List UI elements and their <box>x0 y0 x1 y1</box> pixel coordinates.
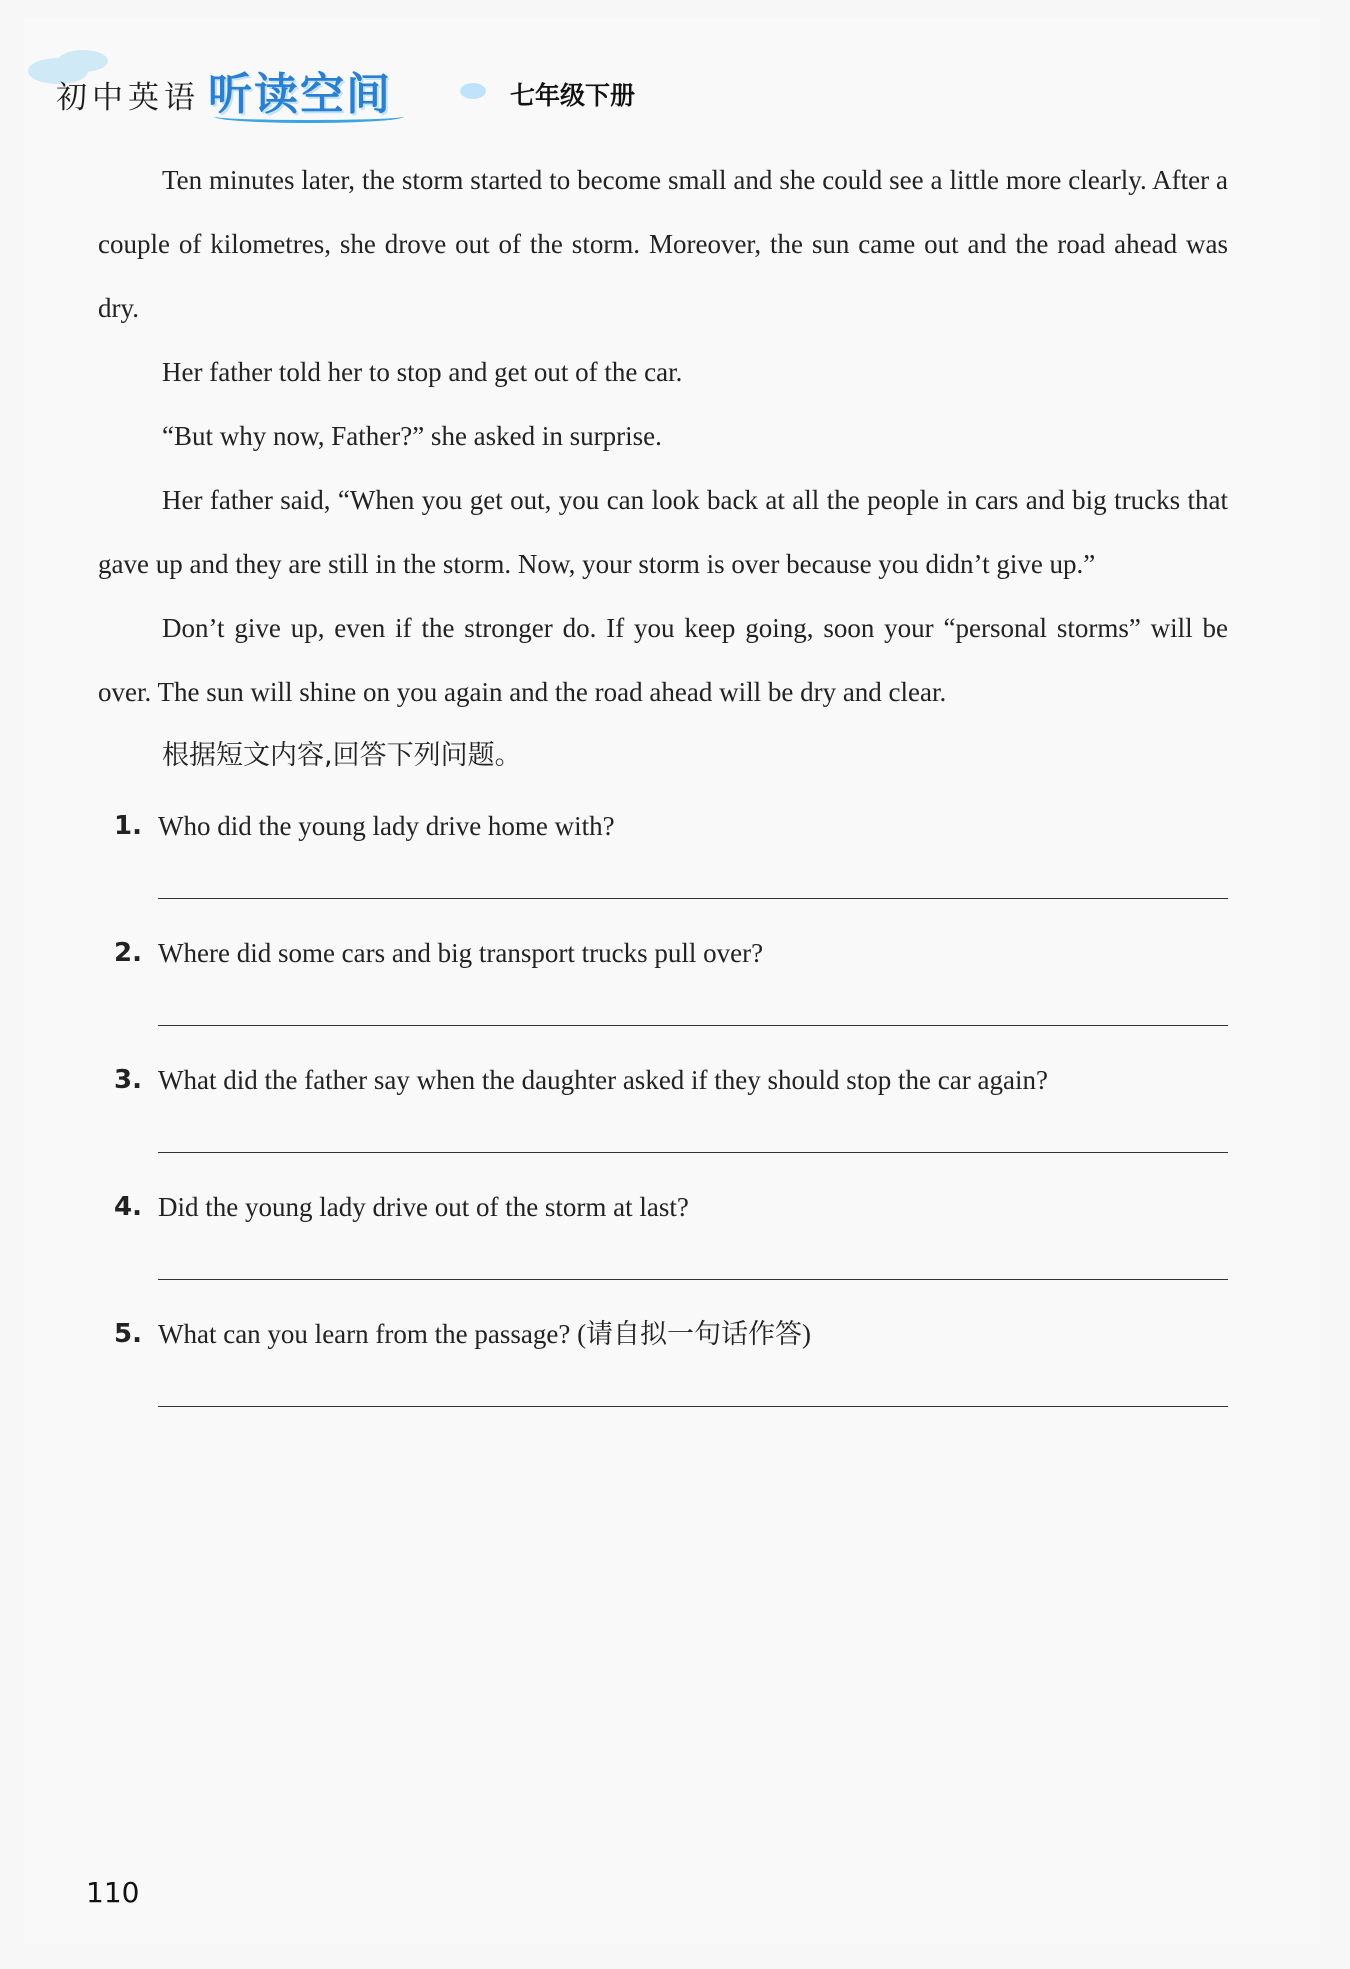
question-text: Who did the young lady drive home with? <box>158 811 615 841</box>
question-text: What can you learn from the passage? (请自拟一句话作答) <box>158 1319 812 1349</box>
answer-line[interactable] <box>158 1025 1228 1026</box>
page-header <box>28 50 728 130</box>
instruction: 根据短文内容,回答下列问题。 <box>162 740 522 771</box>
question-text: What did the father say when the daughter asked if they should stop the car again? <box>158 1065 1048 1095</box>
question-number: 5. <box>114 1319 142 1349</box>
grade-label: 七年级下册 <box>510 81 636 110</box>
passage-paragraph: Don’t give up, even if the stronger do. If you keep going, soon your “personal storms” will be over. The sun will shine on you again and the road ahead will be dry and clear. <box>98 613 1228 707</box>
question-list <box>98 794 1228 1429</box>
cloud-decoration <box>58 50 108 72</box>
question-number: 4. <box>114 1192 142 1222</box>
question-text: Did the young lady drive out of the storm at last? <box>158 1192 689 1222</box>
passage-paragraph: Ten minutes later, the storm started to become small and she could see a little more clearly. After a couple of kilometres, she drove out of the storm. Moreover, the sun came out and the road ahead was dry. <box>98 165 1228 323</box>
passage-paragraph: Her father said, “When you get out, you can look back at all the people in cars and big trucks that gave up and they are still in the storm. Now, your storm is over because you didn’t give up.” <box>98 485 1228 579</box>
question-number: 3. <box>114 1065 142 1095</box>
answer-line[interactable] <box>158 898 1228 899</box>
question-number: 1. <box>114 811 142 841</box>
series-title: 初中英语 <box>56 80 200 116</box>
answer-line[interactable] <box>158 1406 1228 1407</box>
main-content <box>98 148 1228 1429</box>
question-item <box>98 1175 1228 1302</box>
passage-paragraph: Her father told her to stop and get out of the car. <box>162 357 683 387</box>
answer-line[interactable] <box>158 1279 1228 1280</box>
cloud-decoration <box>460 83 486 99</box>
question-item <box>98 794 1228 921</box>
question-text: Where did some cars and big transport trucks pull over? <box>158 938 764 968</box>
question-item <box>98 1048 1228 1175</box>
question-item <box>98 921 1228 1048</box>
question-item <box>98 1302 1228 1429</box>
brand-logo: 听读空间 <box>208 69 392 120</box>
page-number: 110 <box>86 1876 140 1909</box>
brand-swirl-decoration <box>214 110 404 123</box>
passage-paragraph: “But why now, Father?” she asked in surprise. <box>162 421 662 451</box>
answer-line[interactable] <box>158 1152 1228 1153</box>
question-number: 2. <box>114 938 142 968</box>
